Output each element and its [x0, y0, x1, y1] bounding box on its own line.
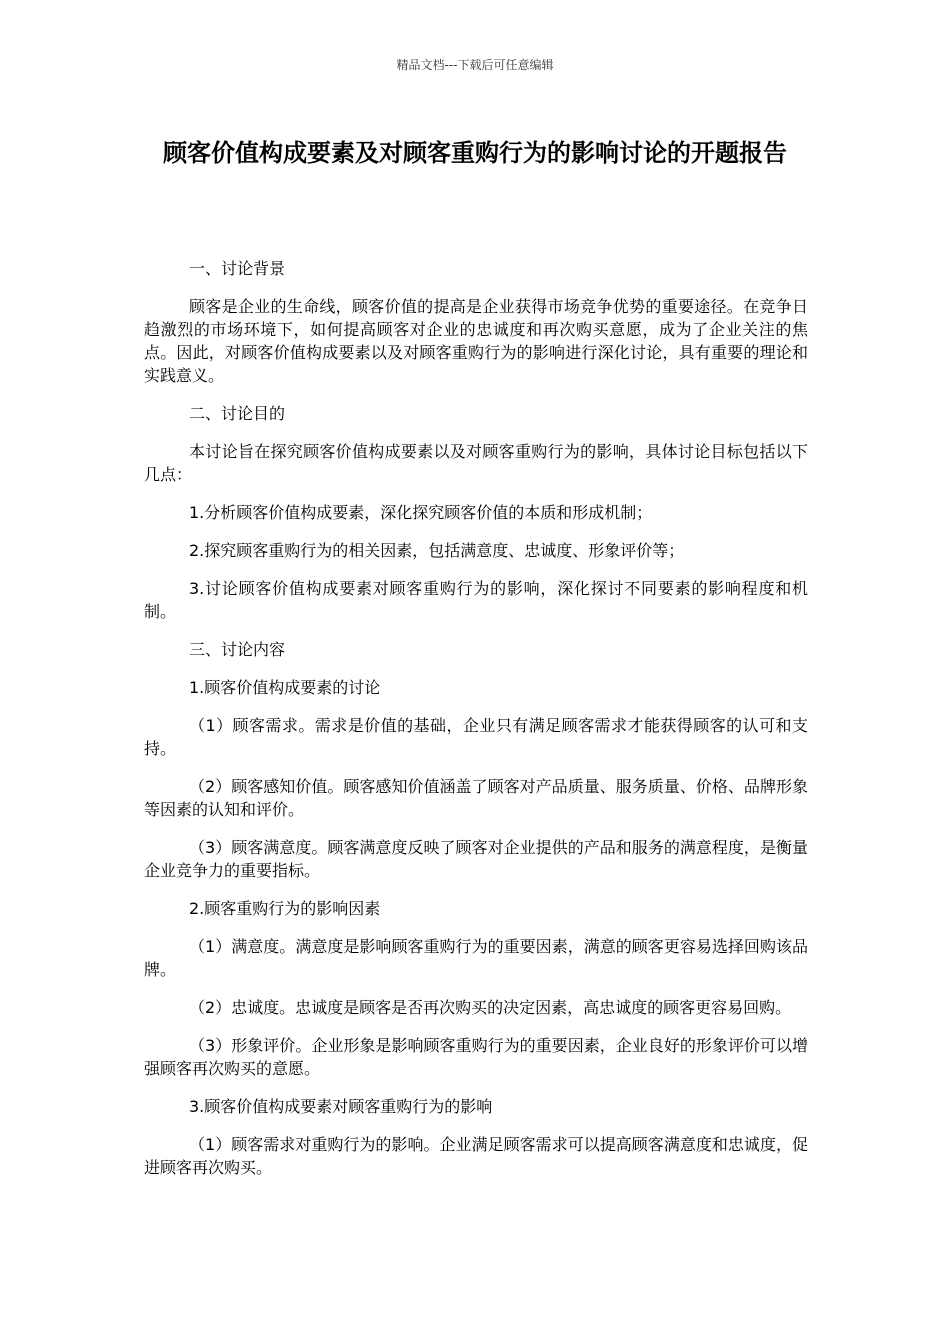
subheading-value-impact: 3.顾客价值构成要素对顾客重购行为的影响	[189, 1097, 493, 1116]
section-heading-content: 三、讨论内容	[189, 640, 286, 659]
subheading-repurchase-factors: 2.顾客重购行为的影响因素	[189, 899, 381, 918]
document-body	[144, 257, 808, 1194]
purpose-item-1: 1.分析顾客价值构成要素，深化探究顾客价值的本质和形成机制；	[189, 503, 653, 522]
section-heading-background: 一、讨论背景	[189, 259, 286, 278]
repurchase-factor-2: （2）忠诚度。忠诚度是顾客是否再次购买的决定因素，高忠诚度的顾客更容易回购。	[189, 998, 792, 1017]
repurchase-factor-1: （1）满意度。满意度是影响顾客重购行为的重要因素，满意的顾客更容易选择回购该品牌。	[144, 937, 808, 979]
repurchase-factor-3: （3）形象评价。企业形象是影响顾客重购行为的重要因素，企业良好的形象评价可以增强顾客再次购买的意愿。	[144, 1036, 808, 1078]
purpose-item-2: 2.探究顾客重购行为的相关因素，包括满意度、忠诚度、形象评价等；	[189, 541, 685, 560]
value-impact-1: （1）顾客需求对重购行为的影响。企业满足顾客需求可以提高顾客满意度和忠诚度，促进顾客再次购买。	[144, 1135, 808, 1177]
paragraph-background: 顾客是企业的生命线，顾客价值的提高是企业获得市场竞争优势的重要途径。在竞争日趋激烈的市场环境下，如何提高顾客对企业的忠诚度和再次购买意愿，成为了企业关注的焦点。因此，对顾客价值构成要素以及对顾客重购行为的影响进行深化讨论，具有重要的理论和实践意义。	[144, 297, 808, 385]
document-title: 顾客价值构成要素及对顾客重购行为的影响讨论的开题报告	[163, 139, 787, 167]
value-element-2: （2）顾客感知价值。顾客感知价值涵盖了顾客对产品质量、服务质量、价格、品牌形象等因素的认知和评价。	[144, 777, 808, 819]
purpose-item-3: 3.讨论顾客价值构成要素对顾客重购行为的影响，深化探讨不同要素的影响程度和机制。	[144, 579, 808, 621]
page-header: 精品文档---下载后可任意编辑	[396, 58, 554, 72]
paragraph-purpose: 本讨论旨在探究顾客价值构成要素以及对顾客重购行为的影响，具体讨论目标包括以下几点：	[144, 442, 808, 484]
value-element-1: （1）顾客需求。需求是价值的基础，企业只有满足顾客需求才能获得顾客的认可和支持。	[144, 716, 808, 758]
value-element-3: （3）顾客满意度。顾客满意度反映了顾客对企业提供的产品和服务的满意程度，是衡量企业竞争力的重要指标。	[144, 838, 808, 880]
subheading-value-elements: 1.顾客价值构成要素的讨论	[189, 678, 381, 697]
section-heading-purpose: 二、讨论目的	[189, 404, 286, 423]
